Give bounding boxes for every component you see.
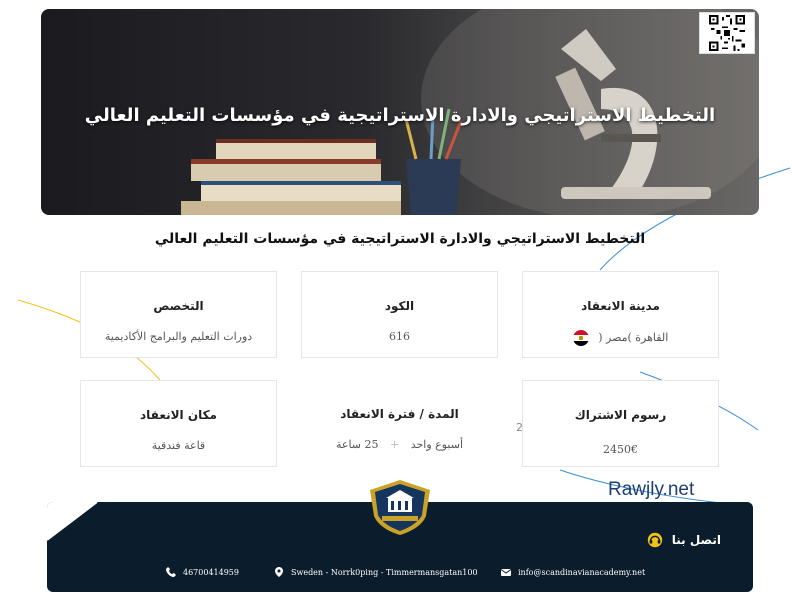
- contact-title-text: اتصل بنا: [671, 533, 721, 547]
- headset-icon: [646, 531, 664, 549]
- card-label: رسوم الاشتراك: [574, 408, 667, 422]
- card-value: 2450€: [603, 443, 638, 456]
- card-label: التخصص: [153, 299, 204, 313]
- card-value: 616: [389, 330, 410, 343]
- card-value: قاعة فندقية: [151, 439, 206, 452]
- phone-icon: [165, 566, 177, 578]
- hero-banner: [41, 9, 759, 215]
- card-label: مكان الانعقاد: [140, 408, 217, 422]
- card-venue: [80, 380, 277, 467]
- footer-email[interactable]: [500, 566, 645, 578]
- city-text: القاهرة )مصر (: [598, 331, 669, 344]
- card-fees: [522, 380, 719, 467]
- card-venue-city: [522, 271, 719, 358]
- stray-text: 2: [516, 421, 523, 434]
- location-pin-icon: [273, 566, 285, 578]
- qr-code-icon[interactable]: [699, 12, 755, 54]
- footer-corner-decoration: [47, 502, 107, 542]
- address-text: Sweden - Norrk0ping - Timmermansgatan100: [291, 567, 478, 577]
- card-specialty: [80, 271, 277, 358]
- card-duration: [301, 380, 498, 467]
- egypt-flag-icon: [573, 330, 589, 346]
- duration-separator: +: [390, 438, 400, 451]
- duration-hours: 25 ساعة: [335, 438, 379, 451]
- site-watermark: Rawjly.net: [608, 479, 695, 500]
- phone-number: 46700414959: [183, 567, 239, 577]
- footer-address[interactable]: [273, 566, 478, 578]
- card-label: مدينة الانعقاد: [581, 299, 660, 313]
- card-label: المدة / فترة الانعقاد: [340, 407, 459, 421]
- academy-shield-logo: [366, 478, 434, 536]
- footer-phone[interactable]: [165, 566, 239, 578]
- card-label: الكود: [384, 299, 415, 313]
- card-value: دورات التعليم والبرامج الأكاديمية: [104, 330, 253, 343]
- duration-period: أسبوع واحد: [410, 438, 464, 451]
- hero-title: التخطيط الاستراتيجي والادارة الاستراتيجية في مؤسسات التعليم العالي: [84, 105, 716, 126]
- card-value: [523, 330, 718, 346]
- contact-heading: [646, 531, 721, 549]
- card-code: [301, 271, 498, 358]
- duration-values: [301, 438, 498, 451]
- page-title: التخطيط الاستراتيجي والادارة الاستراتيجية في مؤسسات التعليم العالي: [154, 231, 646, 247]
- envelope-icon: [500, 566, 512, 578]
- email-text: info@scandinavianacademy.net: [518, 567, 646, 577]
